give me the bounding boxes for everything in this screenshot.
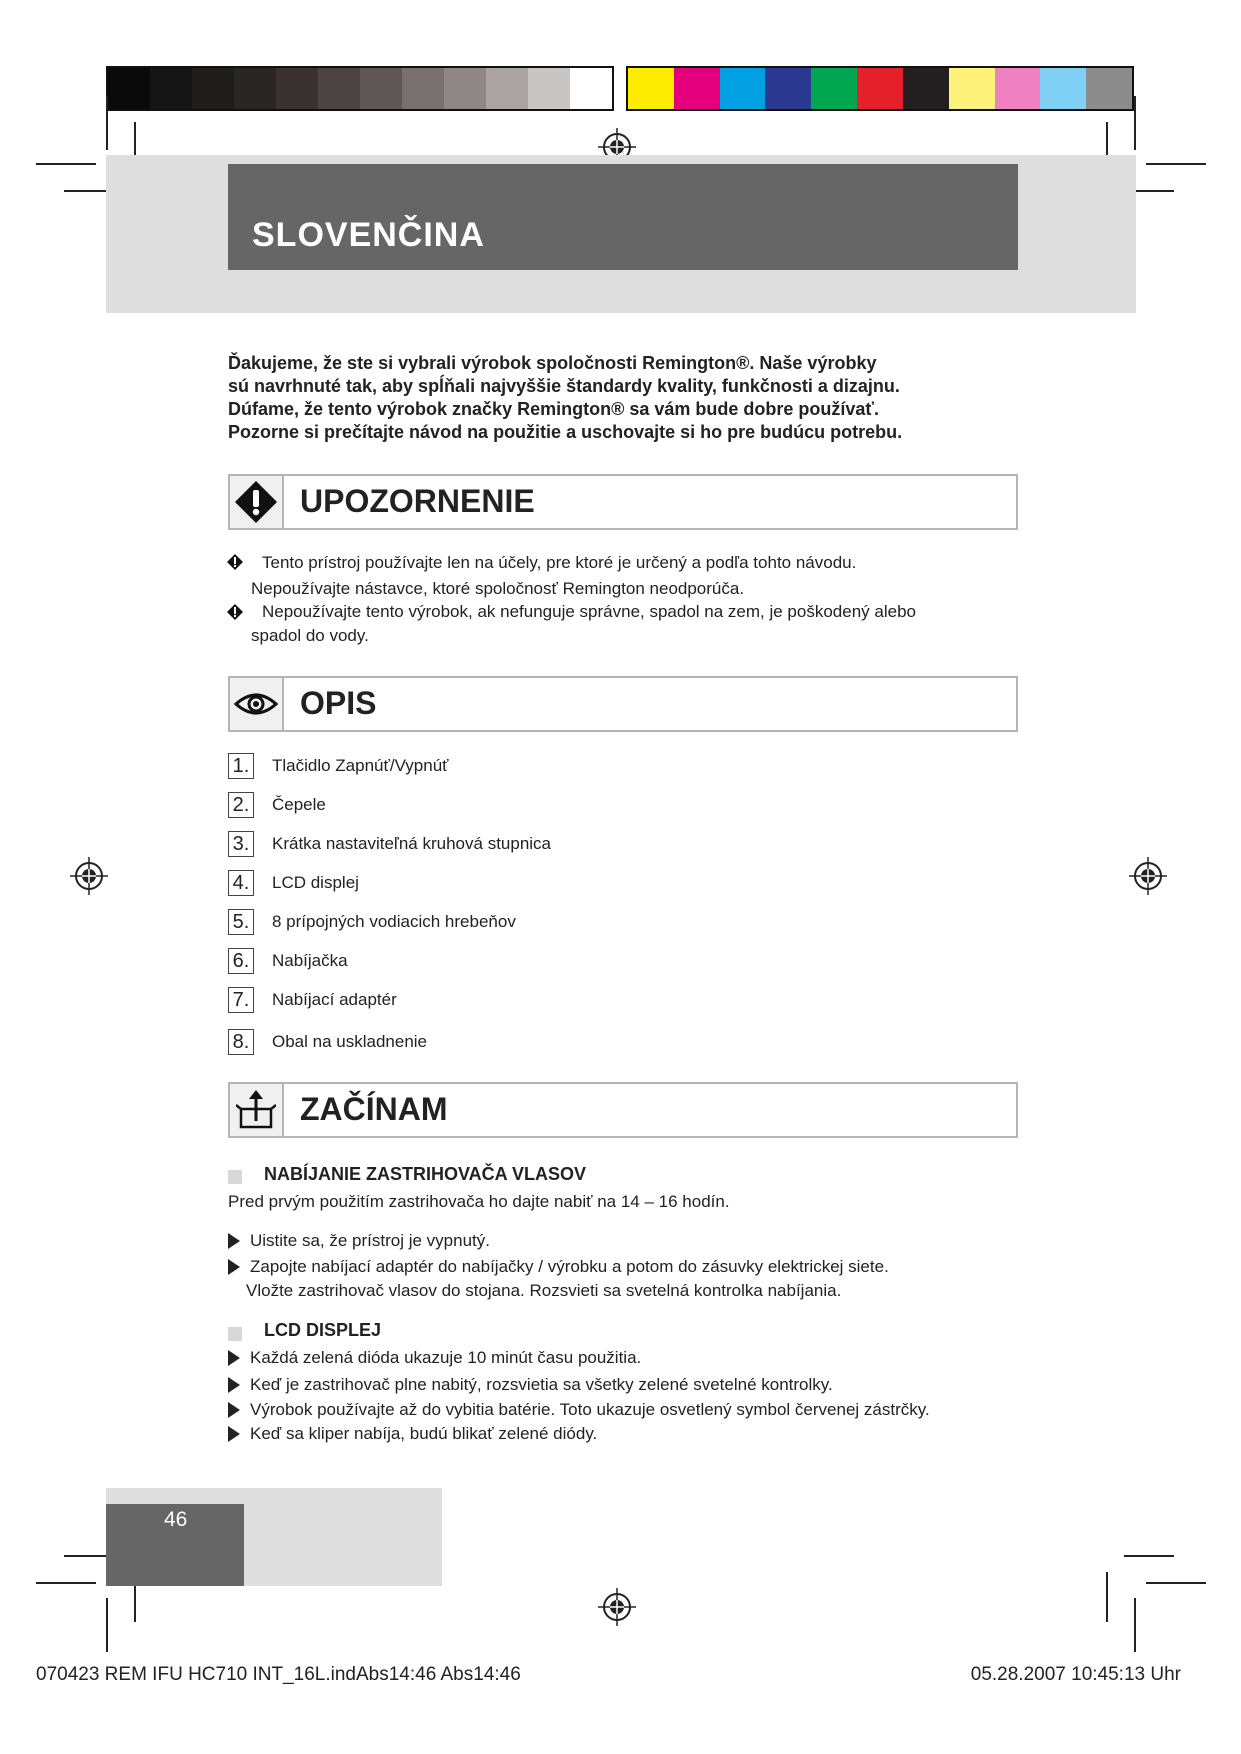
- intro-line: Dúfame, že tento výrobok značky Remington® sa vám bude dobre používať.: [228, 399, 880, 419]
- getting-started-section-header: [228, 1082, 1018, 1138]
- part-number: 1.: [228, 753, 254, 779]
- gray-swatch: [528, 68, 570, 109]
- crop-mark: [1106, 1572, 1108, 1622]
- eye-icon: [233, 689, 279, 719]
- step-arrow-icon: [228, 1402, 240, 1418]
- part-number: 2.: [228, 792, 254, 818]
- charging-step: Zapojte nabíjací adaptér do nabíjačky / výrobku a potom do zásuvky elektrickej siete.: [250, 1257, 889, 1276]
- gray-swatch: [234, 68, 276, 109]
- color-swatch: [903, 68, 949, 109]
- title-box: [228, 164, 1018, 270]
- warning-text: Nepoužívajte tento výrobok, ak nefunguje správne, spadol na zem, je poškodený alebo: [262, 602, 916, 621]
- part-label: Obal na uskladnenie: [272, 1032, 428, 1051]
- box-arrow-icon: [236, 1089, 276, 1131]
- color-swatch: [949, 68, 995, 109]
- color-swatch: [1040, 68, 1086, 109]
- subheading-marker: [228, 1170, 242, 1184]
- part-number: 7.: [228, 987, 254, 1013]
- gray-swatch: [570, 68, 612, 109]
- part-label: Nabíjací adaptér: [272, 990, 397, 1009]
- color-swatch: [811, 68, 857, 109]
- intro-line: Pozorne si prečítajte návod na použitie a uschovajte si ho pre budúcu potrebu.: [228, 422, 903, 442]
- lcd-item: Keď sa kliper nabíja, budú blikať zelené diódy.: [250, 1424, 598, 1443]
- registration-mark-icon: [598, 1588, 636, 1626]
- part-label: LCD displej: [272, 873, 359, 892]
- subheading-marker: [228, 1327, 242, 1341]
- gray-swatch: [150, 68, 192, 109]
- step-arrow-icon: [228, 1259, 240, 1275]
- charging-step: Vložte zastrihovač vlasov do stojana. Rozsvieti sa svetelná kontrolka nabíjania.: [246, 1281, 842, 1300]
- color-swatch: [674, 68, 720, 109]
- gray-swatch: [318, 68, 360, 109]
- gray-swatch: [360, 68, 402, 109]
- crop-mark: [1124, 1555, 1174, 1557]
- warning-diamond-icon: [233, 479, 279, 525]
- gray-swatch: [276, 68, 318, 109]
- step-arrow-icon: [228, 1350, 240, 1366]
- part-label: Tlačidlo Zapnúť/Vypnúť: [272, 756, 449, 775]
- warning-text: Nepoužívajte nástavce, ktoré spoločnosť Remington neodporúča.: [251, 579, 745, 598]
- color-swatch: [765, 68, 811, 109]
- step-arrow-icon: [228, 1233, 240, 1249]
- lcd-item: Výrobok používajte až do vybitia batérie. Toto ukazuje osvetlený symbol červenej zástrčky.: [250, 1400, 930, 1419]
- registration-mark-icon: [1129, 857, 1167, 895]
- warning-text: spadol do vody.: [251, 626, 369, 645]
- color-swatch: [995, 68, 1041, 109]
- charging-intro: Pred prvým použitím zastrihovača ho dajte nabiť na 14 – 16 hodín.: [228, 1192, 730, 1211]
- crop-mark: [1134, 1598, 1136, 1652]
- part-label: 8 prípojných vodiacich hrebeňov: [272, 912, 516, 931]
- footer-timestamp: 05.28.2007 10:45:13 Uhr: [970, 1664, 1181, 1685]
- crop-mark: [1146, 1582, 1206, 1584]
- part-label: Čepele: [272, 795, 326, 814]
- registration-mark-icon: [70, 857, 108, 895]
- part-label: Krátka nastaviteľná kruhová stupnica: [272, 834, 552, 853]
- getting-started-heading: ZAČÍNAM: [300, 1091, 448, 1127]
- warning-bullet-icon: [226, 553, 244, 571]
- crop-mark: [1146, 163, 1206, 165]
- warning-heading: UPOZORNENIE: [300, 483, 535, 519]
- color-swatch: [1086, 68, 1132, 109]
- crop-mark: [1134, 96, 1136, 150]
- part-number: 3.: [228, 831, 254, 857]
- gray-swatch: [486, 68, 528, 109]
- gray-swatch: [402, 68, 444, 109]
- part-label: Nabíjačka: [272, 951, 348, 970]
- warning-icon-box: [230, 476, 284, 528]
- gray-swatch: [444, 68, 486, 109]
- grayscale-bar: [106, 66, 614, 111]
- page-number: 46: [164, 1508, 188, 1531]
- part-number: 5.: [228, 909, 254, 935]
- color-swatch: [857, 68, 903, 109]
- description-section-header: [228, 676, 1018, 732]
- lcd-subheading: LCD DISPLEJ: [264, 1320, 382, 1340]
- charging-subheading: NABÍJANIE ZASTRIHOVAČA VLASOV: [264, 1164, 587, 1184]
- gray-swatch: [192, 68, 234, 109]
- intro-line: sú navrhnuté tak, aby spĺňali najvyššie štandardy kvality, funkčnosti a dizajnu.: [228, 376, 900, 396]
- part-number: 6.: [228, 948, 254, 974]
- unpack-icon-box: [230, 1084, 284, 1136]
- lcd-item: Keď je zastrihovač plne nabitý, rozsvietia sa všetky zelené svetelné kontrolky.: [250, 1375, 833, 1394]
- footer-file-info: 070423 REM IFU HC710 INT_16L.indAbs14:46 Abs14:46: [36, 1664, 521, 1685]
- crop-mark: [106, 1598, 108, 1652]
- lcd-item: Každá zelená dióda ukazuje 10 minút času použitia.: [250, 1348, 642, 1367]
- step-arrow-icon: [228, 1426, 240, 1442]
- description-heading: OPIS: [300, 685, 377, 721]
- charging-step: Uistite sa, že prístroj je vypnutý.: [250, 1231, 490, 1250]
- warning-bullet-icon: [226, 603, 244, 621]
- crop-mark: [106, 96, 108, 150]
- step-arrow-icon: [228, 1377, 240, 1393]
- process-color-bar: [626, 66, 1134, 111]
- page-title: SLOVENČINA: [252, 216, 485, 254]
- part-number: 8.: [228, 1029, 254, 1055]
- crop-mark: [36, 163, 96, 165]
- warning-section-header: [228, 474, 1018, 530]
- page-number-box: [106, 1504, 244, 1586]
- color-swatch: [720, 68, 766, 109]
- warning-text: Tento prístroj používajte len na účely, pre ktoré je určený a podľa tohto návodu.: [262, 553, 857, 572]
- intro-line: Ďakujeme, že ste si vybrali výrobok spoločnosti Remington®. Naše výrobky: [228, 353, 877, 373]
- part-number: 4.: [228, 870, 254, 896]
- color-swatch: [628, 68, 674, 109]
- crop-mark: [36, 1582, 96, 1584]
- gray-swatch: [108, 68, 150, 109]
- eye-icon-box: [230, 678, 284, 730]
- intro-paragraph: [228, 352, 988, 444]
